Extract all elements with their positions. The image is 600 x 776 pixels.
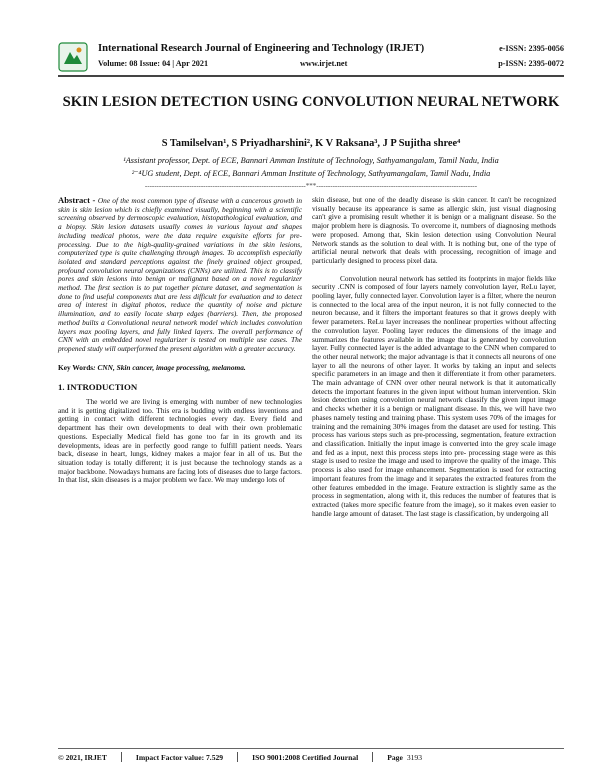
abstract-text: One of the most common type of disease with a cancerous growth in skin is skin lesion which is chiefly examined visually, beginning with a scientific screening observed by dermoscopic evaluation, histopathological evaluation, and a biopsy. Skin lesion datasets usually comes in various layout and shapes including medical photos, were the data require exquisite efforts for pre-processing. Due to the high-quality-grained variations in the skin lesions, computerized type is quite challenging through images. To accomplish especially isolated and standard perceptions against the finely grained object grouped, profound convolution neural organizations (CNNs) are utilized. This is to classify pores and skin lesions into benign or malignant based on a novel regularizer method. The first section is to put together picture dataset, and segmentation is done to find useful components that are less difficult for evaluation and to detect area of interest in digital photos, reduce the quantity of noise and picture illumination, and to easily locate sharp edges (barriers). Then, the proposed method builts a Convolutional neural network model which includes convolution layers max pooling layers, and fully linked layers. The overall performance of CNN with an embedded novel regularizer is tested on multiple use cases. The propened study will outperformed the present algorithm with a greater accuracy. — [58, 196, 302, 353]
footer-separator — [372, 752, 373, 762]
footer-page-label: Page — [387, 752, 403, 762]
keywords-label: Key Words — [58, 362, 94, 372]
footer-impact-factor: Impact Factor value: 7.529 — [135, 752, 224, 762]
journal-volume: Volume: 08 Issue: 04 | Apr 2021 — [98, 59, 209, 68]
author-list: S Tamilselvan¹, S Priyadharshini², K V Raksana³, J P Sujitha shree⁴ — [161, 138, 461, 149]
body-paragraph-2: Convolution neural network has settled its footprints in major fields like security .CNN is composed of four layers namely convolution layer, ReLu layer, pooling layer, fully connected layer. Convolution layer is a filter, where the neuron is connected to the local area of the input neuron, it is not fully connected to the neuron because, and it filters the important features so that it grows deeply with fewer parameters. ReLu layer increases the nonlinear properties without affecting the convolution layer. Pooling layer reduces the dimensions of the image and summarizes the features available in the image that is generated by convolution layer. Fully connected layer is the added advantage to the CNN when compared to the other neural network; the major advantage is that it connects all neurons of one layer to all the neurons of other layer. It works by taking an input and selects specific parameters in an image and then it differentiate it from other parameters. The main advantage of CNN over other neural network is that it automatically detects the important features in the given input without human intervention. Skin lesion detection using convolution neural network classify the given input image and checks whether it is a benign or malignant disease. In this, we will have two phases namely testing and training phase. This system uses 70% of the images for training and the remaining 30% images from the dataset are used for testing. This process has various steps such as pre-processing, segmentation, feature extraction and classification. Initially the input image is converted into the grey scale image and fed as a input, next this process steps into pre- processing stage were as this stage is used to resize the image and used to improve the quality of the image. This process is also used for image enhancement. Segmentation is used for extracting important features from the image and it separates the extracted features from the other features embedded in the image. Feature extraction is slightly same as the process in segmentation, along with it, this reduces the number of features that is extracted (takes more specific feature from the image), so it makes even easier to handle large amount of dataset. The last stage is classification, by undergoing all — [312, 273, 556, 518]
abstract — [58, 196, 302, 354]
keywords — [58, 364, 302, 373]
paper-title: SKIN LESION DETECTION USING CONVOLUTION NEURAL NETWORK — [62, 94, 560, 110]
footer-separator — [121, 752, 122, 762]
footer-copyright: © 2021, IRJET — [58, 752, 107, 762]
introduction-paragraph: The world we are living is emerging with number of new technologies and it is getting digitalized too. This era is budding with endless inventions and getting in contact with different technologies every day. Every field and department has their own developments to deal with their own problematic questions. Especially Medical field has gone too far in its growth and its developments, ideas are in perfectly good range to fulfill patient needs. Years back, disease in heart, lungs, kidney makes a major fear in all of us. But the situation today is totally different; it is just because the technology stands as a major backbone. Nowadays humans are facing lots of diseases due to large factors. In that list, skin diseases is a major problem we face. We may undergo lots of — [58, 397, 302, 485]
abstract-label: Abstract - — [58, 195, 98, 205]
affiliation-1: ¹Assistant professor, Dept. of ECE, Bannari Amman Institute of Technology, Sathyamangalam, Tamil Nadu, India — [123, 156, 499, 165]
irjet-logo-icon — [58, 42, 88, 72]
footer-separator — [237, 752, 238, 762]
page-footer — [58, 752, 564, 762]
journal-header — [58, 42, 564, 72]
p-issn: p-ISSN: 2395-0072 — [498, 59, 564, 68]
footer-iso: ISO 9001:2008 Certified Journal — [252, 752, 359, 762]
affiliation-2: ²⁻⁴UG student, Dept. of ECE, Bannari Amman Institute of Technology, Sathyamangalam, Tamil Nadu, India — [131, 169, 491, 178]
section-separator: ---------------------------------------------------------------------***--------------------------------------------------------------------- — [144, 182, 478, 190]
left-column — [58, 196, 302, 485]
journal-website[interactable]: www.irjet.net — [300, 59, 348, 68]
journal-name: International Research Journal of Engineering and Technology (IRJET) — [98, 43, 425, 54]
footer-divider — [58, 748, 564, 749]
header-divider — [58, 75, 564, 77]
body-paragraph-1: skin disease, but one of the deadly disease is skin cancer. It can't be recognized visually because its appearance is same as allergic skin, just visual diagnosing can't give a promising result whether it is benign or a malignant disease. So the major problem here is diagnosis. To overcome it, numbers of diagnosing methods were proposed. Among that, Skin lesion detection using Convolution Neural Network stands as the solution to deal with. It is nothing but, one of the type of artificial neural network that deals with processing, recognition of image and particularly designed to process pixel data. — [312, 195, 556, 265]
keywords-text: : CNN, Skin cancer, image processing, melanoma. — [93, 362, 246, 372]
footer-page-number: 3193 — [406, 752, 423, 762]
e-issn: e-ISSN: 2395-0056 — [499, 44, 564, 53]
right-column — [312, 196, 556, 518]
introduction-heading: 1. INTRODUCTION — [58, 382, 138, 393]
